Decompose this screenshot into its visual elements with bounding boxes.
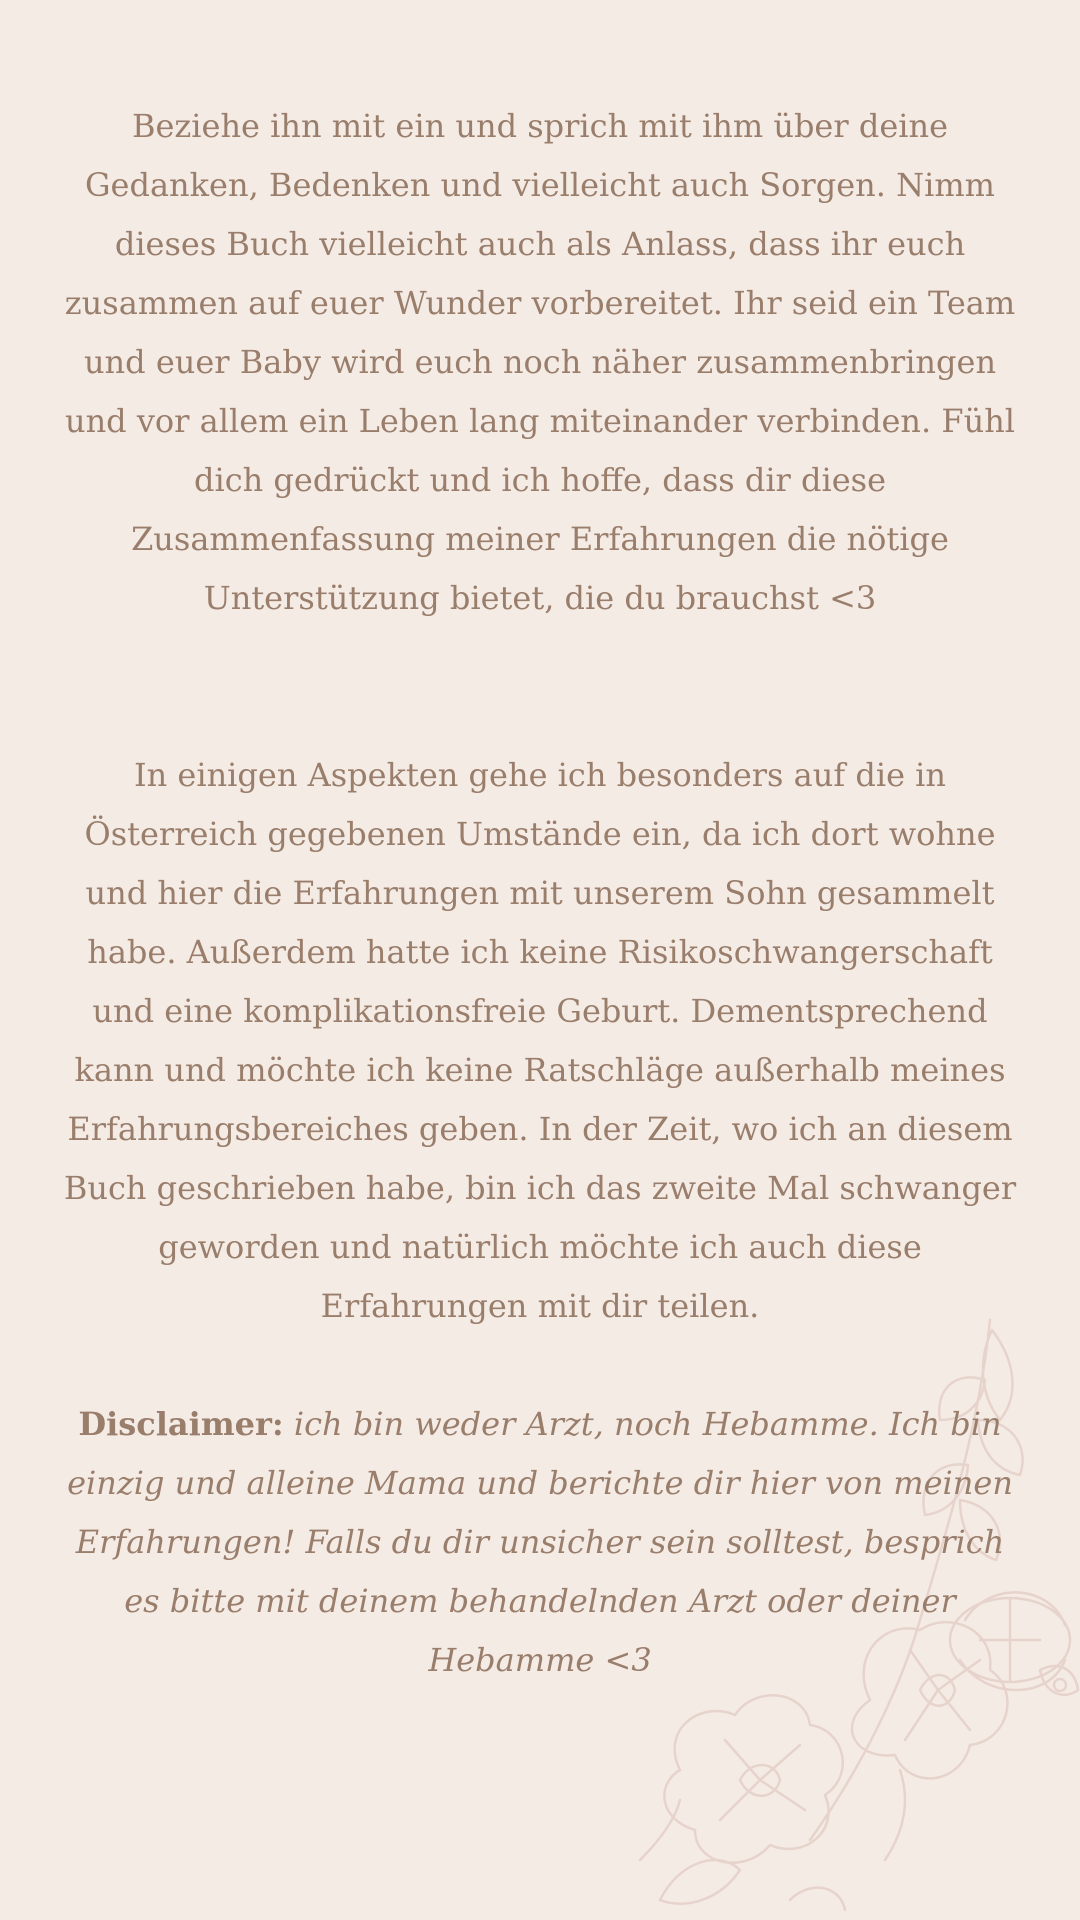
disclaimer-paragraph: [60, 1395, 1020, 1690]
disclaimer-text: ich bin weder Arzt, noch Hebamme. Ich bin einzig und alleine Mama und berichte dir hier von meinen Erfahrungen! Falls du dir unsicher sein solltest, besprich es bitte mit deinem behandelnden Arzt oder deiner Hebamme <3: [67, 1405, 1013, 1679]
disclaimer-label: Disclaimer:: [78, 1405, 284, 1443]
paragraph-austria-experience: In einigen Aspekten gehe ich besonders auf die in Österreich gegebenen Umstände ein, da ich dort wohne und hier die Erfahrungen mit unserem Sohn gesammelt habe. Außerdem hatte ich keine Risikoschwangerschaft und eine komplikationsfreie Geburt. Dementsprechend kann und möchte ich keine Ratschläge außerhalb meines Erfahrungsbereiches geben. In der Zeit, wo ich an diesem Buch geschrieben habe, bin ich das zweite Mal schwanger geworden und natürlich möchte ich auch diese Erfahrungen mit dir teilen.: [63, 756, 1017, 1325]
paragraph-involve-partner: Beziehe ihn mit ein und sprich mit ihm über deine Gedanken, Bedenken und vielleicht auch Sorgen. Nimm dieses Buch vielleicht auch als Anlass, dass ihr euch zusammen auf euer Wunder vorbereitet. Ihr seid ein Team und euer Baby wird euch noch näher zusammenbringen und vor allem ein Leben lang miteinander verbinden. Fühl dich gedrückt und ich hoffe, dass dir diese Zusammenfassung meiner Erfahrungen die nötige Unterstützung bietet, die du brauchst <3: [64, 107, 1016, 617]
